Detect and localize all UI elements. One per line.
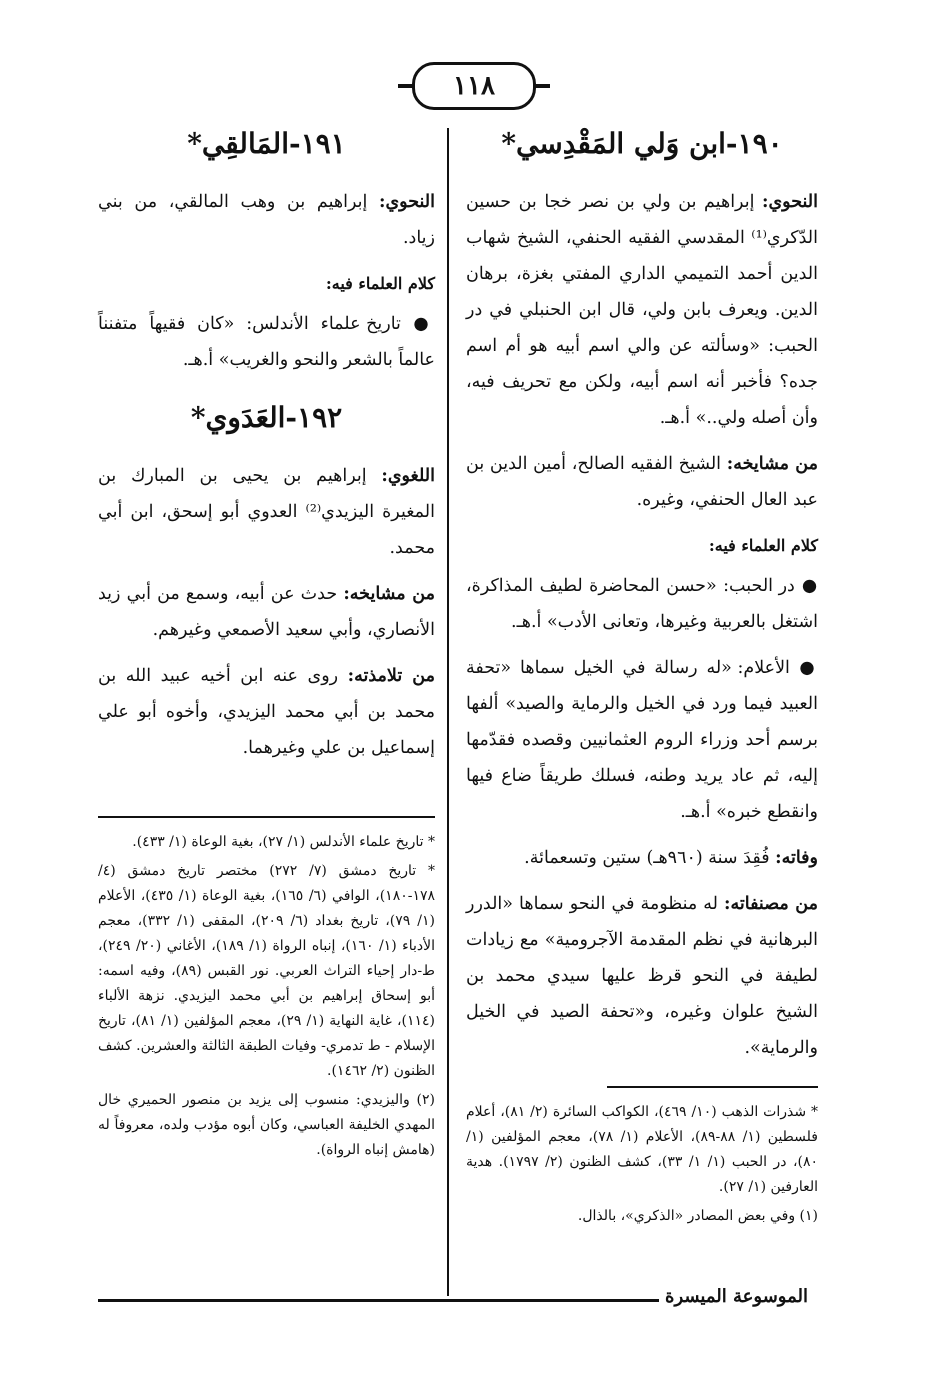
quote-text: الأعلام: «له رسالة في الخيل سماها «تحفة العبيد فيما ورد في الخيل والرماية والصيد» ألفها برسم أحد وزراء الروم العثمانيين وقصده فقدّمها إليه، ثم عاد يريد وطنه، فسلك طريقاً ضاع فيها وانقطع خبره» أ.هـ. — [466, 658, 818, 822]
paragraph-text: إبراهيم بن وهب المالقي، من بني زياد. — [98, 192, 435, 248]
paragraph-text: روى عنه ابن أخيه عبيد الله بن محمد بن أبي محمد اليزيدي، وأخوه أبو علي إسماعيل بن علي وغيرهما. — [98, 666, 435, 758]
entry-heading-191: ١٩١-المَالقِي* — [187, 127, 346, 160]
paragraph-text: له منظومة في النحو سماها «الدرر البرهانية في نظم المقدمة الآجرومية» مع زيادات لطيفة في النحو قرظ عليها سيدي محمد بن الشيخ علوان وغيره، و«تحفة الصيد في الخيل والرماية». — [466, 894, 818, 1058]
right-column — [466, 122, 818, 1233]
paragraph-text: الشيخ الفقيه الصالح، أمين الدين بن عبد العال الحنفي، وغيره. — [466, 454, 818, 510]
paragraph-text: حدث عن أبيه، وسمع من أبي زيد الأنصاري، وأبي سعيد الأصمعي وغيرهم. — [98, 584, 435, 640]
quote-text: تاريخ علماء الأندلس: «كان فقيهاً متفنناً عالماً بالشعر والنحو والغريب» أ.هـ. — [98, 314, 435, 370]
bullet-icon: ● — [400, 314, 435, 334]
paragraph-text: إبراهيم بن ولي بن نصر خجا بن حسين الدّكري⁽¹⁾ المقدسي الفقيه الحنفي، الشيخ شهاب الدين أحمد التميمي الداري المفتي بغزة، برهان الدين. ويعرف بابن ولي، قال ابن الحنبلي في در الحبب: «وسألته عن والي اسم أبيه هو أم اسم جده؟ فأخبر أنه اسم أبيه، ولكن مع تحريف فيه، وأن أصله ولي..» أ.هـ. — [466, 192, 818, 428]
paragraph-label: وفاته: — [775, 848, 818, 868]
entry-paragraph — [466, 446, 818, 518]
bullet-icon: ● — [794, 576, 818, 596]
paragraph-label: من تلامذته: — [347, 666, 436, 686]
footnote-rule — [98, 816, 435, 818]
scholar-quote — [98, 306, 435, 378]
footnote: (٢) واليزيدي: منسوب إلى يزيد بن منصور الحميري خال المهدي الخليفة العباسي، وكان أبوه مؤدب ولده، معروفاً له (هامش إنباه الرواة). — [98, 1092, 435, 1158]
entry-paragraph — [98, 576, 435, 648]
scholars-label: كلام العلماء فيه: — [325, 274, 435, 293]
entry-paragraph — [98, 458, 435, 566]
paragraph-text: إبراهيم بن يحيى بن المبارك بن المغيرة اليزيدي⁽²⁾ العدوي أبو إسحق، ابن أبي محمد. — [98, 466, 435, 558]
works-paragraph — [466, 886, 818, 1066]
death-paragraph — [466, 840, 818, 876]
paragraph-text: فُقِدَ سنة (٩٦٠هـ) ستين وتسعمائة. — [524, 848, 776, 868]
paragraph-label: من مصنفاته: — [724, 894, 818, 914]
footnote-rule — [607, 1086, 818, 1088]
page-number: ١١٨ — [412, 62, 536, 110]
left-column — [98, 122, 435, 1167]
scholar-quote — [466, 568, 818, 640]
paragraph-label: النحوي: — [762, 192, 818, 212]
entry-paragraph — [98, 658, 435, 766]
page-footer — [98, 1284, 808, 1312]
scholars-label: كلام العلماء فيه: — [708, 536, 818, 555]
paragraph-label: اللغوي: — [381, 466, 435, 486]
paragraph-label: من مشايخه: — [343, 584, 435, 604]
quote-text: در الحبب: «حسن المحاضرة لطيف المذاكرة، اشتغل بالعربية وغيرها، وتعانى الأدب» أ.هـ. — [466, 576, 818, 632]
footnote: * شذرات الذهب (١٠/ ٤٦٩)، الكواكب السائرة (٢/ ٨١)، أعلام فلسطين (١/ ٨٨-٨٩)، الأعلام (١/ ٧٨)، معجم المؤلفين (١/ ٨٠)، در الحبب (١/ ١/ ٣٣)، كشف الظنون (٢/ ١٧٩٧). هدية العارفين (١/ ٢٧). — [466, 1104, 819, 1195]
footnote: * تاريخ دمشق (٧/ ٢٧٢) مختصر تاريخ دمشق (٤/ ١٧٨-١٨٠)، الوافي (٦/ ١٦٥)، بغية الوعاة (١/ ٤٣٥)، الأعلام (١/ ٧٩)، تاريخ بغداد (٦/ ٢٠٩)، المقفى (١/ ٣٣٢)، معجم الأدباء (١/ ١٦٠)، إنباه الرواة (١/ ١٨٩)، الأغاني (٢٠/ ٢٤٩)، ط-دار إحياء التراث العربي. نور القبس (٨٩)، وفيه اسمه: أبو إسحاق إبراهيم بن أبي محمد اليزيدي. نزهة الألباء (١١٤)، غاية النهاية (١/ ٢٩)، معجم المؤلفين (١/ ٨١)، تاريخ الإسلام - ط تدمري- وفيات الطبقة الثالثة والعشرين. كشف الظنون (٢/ ١٤٦٢). — [98, 863, 436, 1079]
footnote: * تاريخ علماء الأندلس (١/ ٢٧)، بغية الوعاة (١/ ٤٣٣). — [132, 834, 435, 850]
bullet-icon: ● — [789, 658, 818, 678]
entry-paragraph — [466, 184, 818, 436]
scholar-quote — [466, 650, 818, 830]
footnote: (١) وفي بعض المصادر «الذكري»، بالذال. — [577, 1208, 818, 1224]
entry-paragraph — [98, 184, 435, 256]
footer-title: الموسوعة الميسرة — [659, 1284, 808, 1310]
column-divider — [447, 128, 449, 1296]
paragraph-label: النحوي: — [379, 192, 435, 212]
entry-heading-190: ١٩٠-ابن وَلي المَقْدِسي* — [501, 127, 783, 160]
entry-heading-192: ١٩٢-العَدَوي* — [190, 401, 343, 434]
paragraph-label: من مشايخه: — [726, 454, 818, 474]
